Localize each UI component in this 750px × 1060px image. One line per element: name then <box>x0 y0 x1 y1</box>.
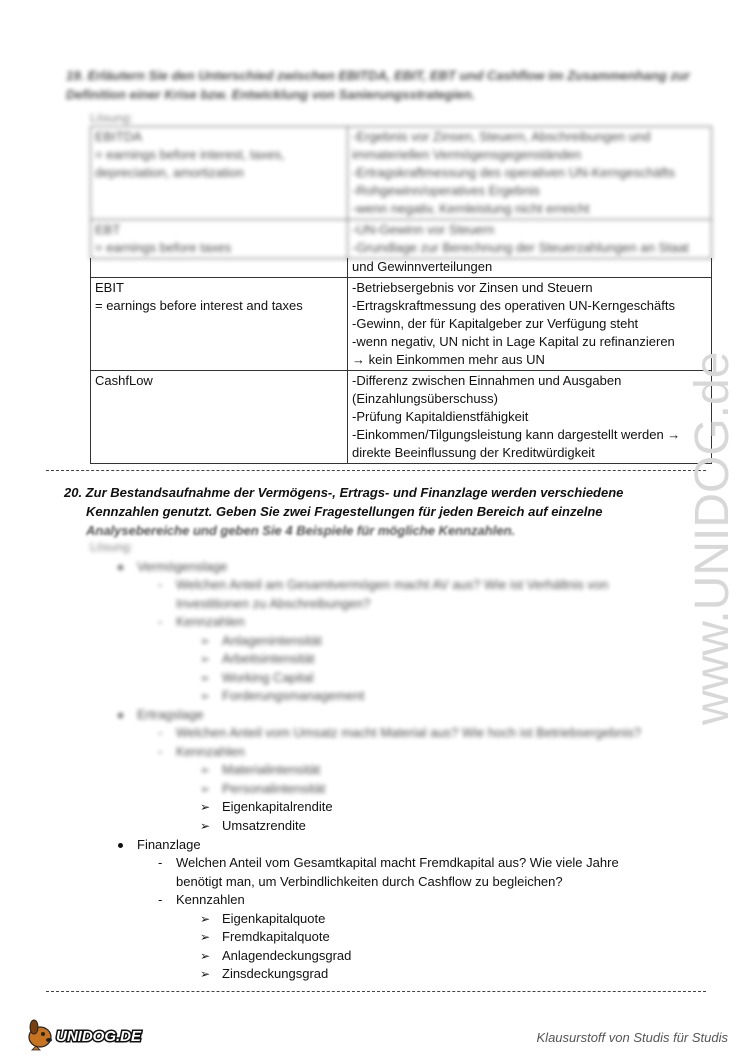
list-item: - Welchen Anteil vom Gesamtkapital macht Fremdkapital aus? Wie viele Jahre <box>158 855 619 870</box>
desc-line: immateriellen Vermögensgegenständen <box>352 147 582 162</box>
section-label: Finanzlage <box>137 837 201 852</box>
term-line: depreciation, amortization <box>95 165 244 180</box>
question-20-title <box>64 483 704 540</box>
list-item <box>176 872 563 891</box>
logo-text: UNIDOG.DE <box>56 1028 142 1045</box>
question-20-title-line3: Analysebereiche und geben Sie 4 Beispiele für mögliche Kennzahlen. <box>86 523 516 538</box>
section-label: Ertragslage <box>137 707 204 722</box>
arrow-bullet-icon: ➢ <box>200 689 211 703</box>
watermark-text: www.UNIDOG.de <box>686 351 739 725</box>
term-cell <box>91 220 348 259</box>
arrow-bullet-icon: ➢ <box>200 763 211 777</box>
description-cell <box>348 127 712 220</box>
list-item <box>200 797 333 817</box>
question-19-title <box>66 66 706 104</box>
list-item: - Welchen Anteil vom Umsatz macht Material aus? Wie hoch ist Betriebsergebnis? <box>158 725 642 740</box>
question-text: Investitionen zu Abschreibungen? <box>176 596 371 611</box>
desc-line: und Gewinnverteilungen <box>352 259 493 274</box>
kennzahl: Umsatzrendite <box>222 818 306 833</box>
desc-line: → kein Einkommen mehr aus UN <box>352 352 545 367</box>
question-text: benötigt man, um Verbindlichkeiten durch Cashflow zu begleichen? <box>176 874 563 889</box>
desc-line: -UN-Gewinn vor Steuern <box>352 222 495 237</box>
solution-table-blurred <box>90 126 712 259</box>
arrow-bullet-icon: ➢ <box>200 652 211 666</box>
term-cell <box>91 127 348 220</box>
arrow-bullet-icon: ➢ <box>200 912 211 926</box>
desc-line: -Gewinn, der für Kapitalgeber zur Verfügung steht <box>352 316 639 331</box>
desc-line: -wenn negativ, Kernleistung nicht erreicht <box>352 201 590 216</box>
kennzahl: Zinsdeckungsgrad <box>222 966 329 981</box>
list-item <box>200 909 325 929</box>
question-20-title-line2: Kennzahlen genutzt. Geben Sie zwei Fragestellungen für jeden Bereich auf einzelne <box>86 504 603 519</box>
kennzahl: Anlagenintensität <box>222 633 322 648</box>
list-item: - Kennzahlen <box>158 892 245 907</box>
desc-line: -Betriebsergebnis vor Zinsen und Steuern <box>352 280 593 295</box>
table-row-ebt-continued <box>91 258 712 278</box>
arrow-bullet-icon: ➢ <box>200 949 211 963</box>
desc-line: -Einkommen/Tilgungsleistung kann dargestellt werden → <box>352 427 681 442</box>
arrow-bullet-icon: ➢ <box>200 671 211 685</box>
kennzahl: Personalintensität <box>222 781 326 796</box>
table-row-ebitda <box>91 127 712 220</box>
list-item <box>200 760 320 780</box>
arrow-bullet-icon: ➢ <box>200 782 211 796</box>
term-line: = earnings before interest and taxes <box>95 298 303 313</box>
arrow-bullet-icon: ➢ <box>200 819 211 833</box>
unidog-logo <box>26 1017 156 1051</box>
term-line: CashfLow <box>95 373 153 388</box>
list-item <box>200 946 351 966</box>
question-19-title-line2: Definition einer Krise bzw. Entwicklung von Sanierungsstrategien. <box>66 87 476 102</box>
list-item <box>200 779 325 799</box>
list-item <box>200 631 322 651</box>
desc-line: -Ergebnis vor Zinsen, Steuern, Abschreibungen und <box>352 129 651 144</box>
kennzahl: Working Capital <box>222 670 314 685</box>
question-text: Welchen Anteil am Gesamtvermögen macht AV aus? Wie ist Verhältnis von <box>176 577 609 592</box>
list-item: - Kennzahlen <box>158 614 245 629</box>
kennzahl: Eigenkapitalrendite <box>222 799 333 814</box>
desc-line: -Differenz zwischen Einnahmen und Ausgaben <box>352 373 622 388</box>
kennzahl: Eigenkapitalquote <box>222 911 326 926</box>
question-19-solution-label: Lösung: <box>90 111 133 125</box>
bullet-icon <box>118 843 123 848</box>
arrow-bullet-icon: ➢ <box>200 800 211 814</box>
term-cell <box>91 258 348 278</box>
desc-line: (Einzahlungsüberschuss) <box>352 391 498 406</box>
arrow-bullet-icon: ➢ <box>200 634 211 648</box>
table-row-cashflow <box>91 371 712 464</box>
kennzahl: Fremdkapitalquote <box>222 929 330 944</box>
section-divider <box>46 991 706 992</box>
section-divider <box>46 470 706 471</box>
term-cell <box>91 371 348 464</box>
question-20-title-line1: 20. Zur Bestandsaufnahme der Vermögens-, Ertrags- und Finanzlage werden verschiedene <box>64 485 624 500</box>
term-line: = earnings before interest, taxes, <box>95 147 285 162</box>
kennzahl: Anlagendeckungsgrad <box>222 948 352 963</box>
list-item <box>118 835 201 854</box>
kennzahlen-label: Kennzahlen <box>176 614 245 629</box>
watermark <box>650 250 750 730</box>
solution-table <box>90 258 712 464</box>
term-cell <box>91 278 348 371</box>
desc-line: direkte Beeinflussung der Kreditwürdigkeit <box>352 445 595 460</box>
term-line: EBT <box>95 222 121 237</box>
desc-line: -Rohgewinn/operatives Ergebnis <box>352 183 540 198</box>
bullet-icon <box>118 713 123 718</box>
term-line: EBIT <box>95 280 124 295</box>
list-item <box>118 557 227 576</box>
question-text: Welchen Anteil vom Umsatz macht Material aus? Wie hoch ist Betriebsergebnis? <box>176 725 642 740</box>
kennzahl: Forderungsmanagement <box>222 688 365 703</box>
bullet-icon <box>118 565 123 570</box>
table-row-ebit <box>91 278 712 371</box>
desc-line: -Prüfung Kapitaldienstfähigkeit <box>352 409 529 424</box>
list-item: - Kennzahlen <box>158 744 245 759</box>
list-item <box>200 964 328 984</box>
arrow-bullet-icon: ➢ <box>200 967 211 981</box>
kennzahl: Materialintensität <box>222 762 321 777</box>
desc-line: -Ertragskraftmessung des operativen UN-Kerngeschäfts <box>352 298 675 313</box>
desc-line: -Grundlage zur Berechnung der Steuerzahlungen an Staat <box>352 240 689 255</box>
kennzahl: Arbeitsintensität <box>222 651 315 666</box>
question-19-title-line1: 19. Erläutern Sie den Unterschied zwischen EBITDA, EBIT, EBT und Cashflow im Zusammenhang zur <box>66 68 690 83</box>
dog-icon <box>29 1020 52 1050</box>
desc-line: -wenn negativ, UN nicht in Lage Kapital zu refinanzieren <box>352 334 675 349</box>
list-item <box>200 668 314 688</box>
desc-line: -Ertragskraftmessung des operativen UN-Kerngeschäfts <box>352 165 675 180</box>
question-text: Welchen Anteil vom Gesamtkapital macht Fremdkapital aus? Wie viele Jahre <box>176 855 619 870</box>
list-item <box>118 705 203 724</box>
section-label: Vermögenslage <box>137 559 228 574</box>
term-line: = earnings before taxes <box>95 240 232 255</box>
list-item <box>200 927 330 947</box>
list-item <box>176 594 370 613</box>
list-item <box>200 686 364 706</box>
table-row-ebt <box>91 220 712 259</box>
list-item <box>200 649 315 669</box>
question-20-solution-label: Lösung: <box>90 540 133 554</box>
kennzahlen-label: Kennzahlen <box>176 892 245 907</box>
kennzahlen-label: Kennzahlen <box>176 744 245 759</box>
term-line: EBITDA <box>95 129 142 144</box>
footer-tagline: Klausurstoff von Studis für Studis <box>536 1030 728 1045</box>
list-item: - Welchen Anteil am Gesamtvermögen macht AV aus? Wie ist Verhältnis von <box>158 577 609 592</box>
list-item <box>200 816 306 836</box>
arrow-bullet-icon: ➢ <box>200 930 211 944</box>
